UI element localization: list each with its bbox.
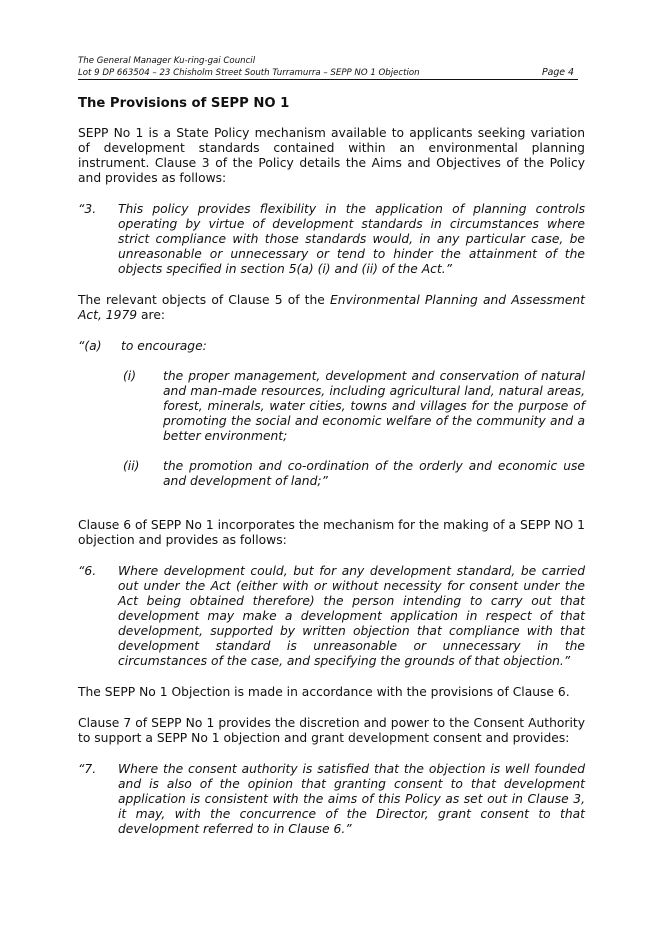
clause-5-item-i-text: the proper management, development and conservation of natural and man-made resources, including agricultural land, natural areas, forest, minerals, water cities, towns and villages for the purpose of promoting the social and economic welfare of the community and a better environment; (163, 369, 585, 443)
objects-paragraph (78, 293, 585, 323)
section-title: The Provisions of SEPP NO 1 (78, 96, 290, 111)
clause-5-item-i (123, 369, 585, 444)
clause-7-quote (78, 762, 585, 837)
objects-text-before: The relevant objects of Clause 5 of the (78, 293, 330, 307)
clause-5-item-i-number: (i) (123, 369, 137, 383)
header-divider (78, 79, 578, 80)
clause-6-quote (78, 564, 585, 669)
clause-6-number: “6. (78, 564, 97, 578)
clause-5-a-number: “(a) (78, 339, 102, 353)
clause-7-text: Where the consent authority is satisfied that the objection is well founded and is also of the opinion that granting consent to that development application is consistent with the aims of this Policy as set out in Clause 3, it may, with the concurrence of the Director, grant consent to that development referred to in Clause 6.” (118, 762, 585, 836)
clause-7-intro-paragraph: Clause 7 of SEPP No 1 provides the discretion and power to the Consent Authority to support a SEPP No 1 objection and grant development consent and provides: (78, 716, 585, 745)
accordance-paragraph: The SEPP No 1 Objection is made in accordance with the provisions of Clause 6. (78, 685, 570, 699)
header-addressee: The General Manager Ku-ring-gai Council (78, 56, 256, 66)
clause-5-item-ii-text: the promotion and co-ordination of the orderly and economic use and development of land;” (163, 459, 585, 488)
clause-6-intro-paragraph: Clause 6 of SEPP No 1 incorporates the mechanism for the making of a SEPP NO 1 objection and provides as follows: (78, 518, 585, 547)
clause-3-text: This policy provides flexibility in the application of planning controls operating by virtue of development standards in circumstances where strict compliance with those standards would, in any particular case, be unreasonable or unnecessary or tend to hinder the attainment of the objects specified in section 5(a) (i) and (ii) of the Act.” (118, 202, 585, 276)
clause-7-number: “7. (78, 762, 97, 776)
clause-5-a-text: to encourage: (121, 339, 207, 353)
clause-5-a (78, 339, 585, 354)
clause-5-item-ii (123, 459, 585, 489)
clause-3-quote (78, 202, 585, 277)
clause-3-number: “3. (78, 202, 97, 216)
intro-paragraph: SEPP No 1 is a State Policy mechanism available to applicants seeking variation of development standards contained within an environmental planning instrument. Clause 3 of the Policy details the Aims and Objectives of the Policy and provides as follows: (78, 126, 585, 185)
header-subject: Lot 9 DP 663504 – 23 Chisholm Street South Turramurra – SEPP NO 1 Objection (78, 68, 420, 78)
objects-text-after: are: (137, 308, 166, 322)
header-subject-line (78, 67, 578, 79)
document-body (78, 96, 585, 853)
section-spacer (78, 504, 585, 518)
page-header (78, 55, 578, 79)
act-name: Environmental Planning and Assessment Act, 1979 (78, 293, 586, 322)
clause-6-text: Where development could, but for any development standard, be carried out under the Act (either with or without necessity for consent under the Act being obtained therefore) the person intending to carry out that development may make a development application in respect of that development, supported by written objection that compliance with that development standard is unreasonable or unnecessary in the circumstances of the case, and specifying the grounds of that objection.” (118, 564, 585, 668)
page-number: Page 4 (541, 67, 574, 78)
clause-5-item-ii-number: (ii) (123, 459, 140, 473)
